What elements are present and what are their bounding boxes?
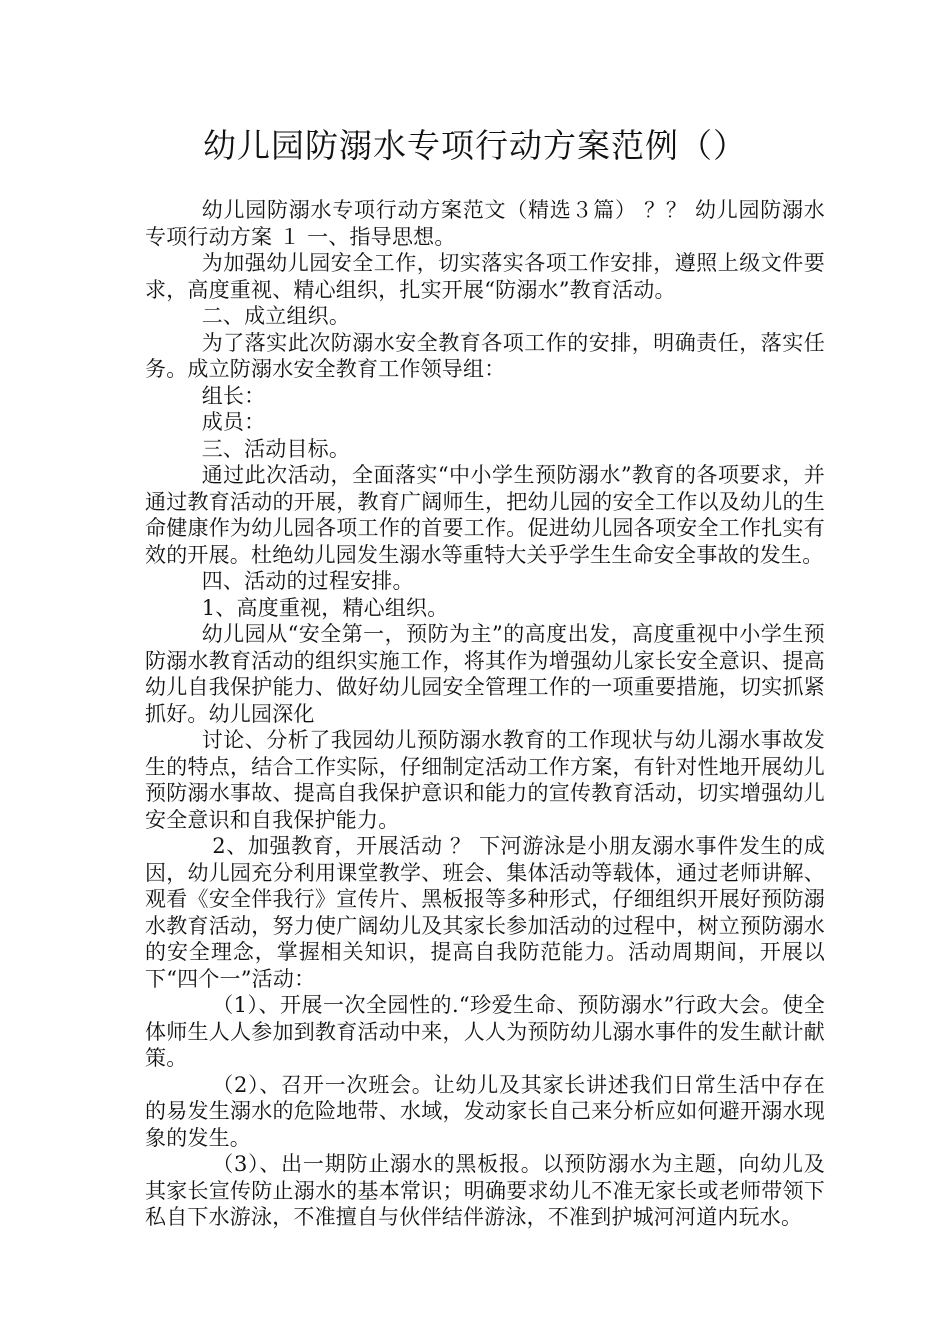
paragraph-step-2: 2、加强教育，开展活动 ？ 下河游泳是小朋友溺水事件发生的成因，幼儿园充分利用课堂教学、班会、集体活动等载体，通过老师讲解、观看《安全伴我行》宣传片、黑板报等多种形式，仔细组织开展好预防溺水教育活动，努力使广阔幼儿及其家长参加活动的过程中，树立预防溺水的安全理念，掌握相关知识，提高自我防范能力。活动周期间，开展以下“四个一”活动： xyxy=(145,834,825,991)
paragraph-members: 成员： xyxy=(201,410,266,434)
heading-process: 四、活动的过程安排。 xyxy=(201,569,414,593)
document-body xyxy=(145,197,825,1231)
document-title: 幼儿园防溺水专项行动方案范例（） xyxy=(203,126,747,165)
paragraph-intro: 幼儿园防溺水专项行动方案范文（精选３篇） ？？ 幼儿园防溺水专项行动方案 １ 一、指导思想。 xyxy=(145,198,825,249)
paragraph-step-1: 幼儿园从“安全第一，预防为主”的高度出发，高度重视中小学生预防溺水教育活动的组织实施工作，将其作为增强幼儿家长安全意识、提高幼儿自我保护能力、做好幼儿园安全管理工作的一项重要措施，切实抓紧抓好。幼儿园深化 xyxy=(145,622,825,726)
heading-step-1: 1、高度重视，精心组织。 xyxy=(201,595,449,620)
paragraph-leader: 组长： xyxy=(201,383,266,408)
paragraph-discussion: 讨论、分析了我园幼儿预防溺水教育的工作现状与幼儿溺水事故发生的特点，结合工作实际，仔细制定活动工作方案，有针对性地开展幼儿预防溺水事故、提高自我保护意识和能力的宣传教育活动，切实增强幼儿安全意识和自我保护能力。 xyxy=(145,728,825,832)
paragraph-activity-2: （2）、召开一次班会。让幼儿及其家长讲述我们日常生活中存在的易发生溺水的危险地带、水域，发动家长自己来分析应如何避开溺水现象的发生。 xyxy=(145,1072,825,1150)
paragraph-goals: 通过此次活动，全面落实“中小学生预防溺水”教育的各项要求，并通过教育活动的开展，教育广阔师生，把幼儿园的安全工作以及幼儿的生命健康作为幼儿园各项工作的首要工作。促进幼儿园各项安全工作扎实有效的开展。杜绝幼儿园发生溺水等重特大关乎学生生命安全事故的发生。 xyxy=(145,463,825,567)
paragraph-activity-3: （3）、出一期防止溺水的黑板报。以预防溺水为主题，向幼儿及其家长宣传防止溺水的基本常识；明确要求幼儿不准无家长或老师带领下私自下水游泳，不准擅自与伙伴结伴游泳，不准到护城河河道内玩水。 xyxy=(145,1152,825,1229)
heading-organization: 二、成立组织。 xyxy=(201,304,351,328)
paragraph-activity-1: （1）、开展一次全园性的.“珍爱生命、预防溺水”行政大会。使全体师生人人参加到教育活动中来，人人为预防幼儿溺水事件的发生献计献策。 xyxy=(145,993,825,1070)
paragraph-guiding-thought: 为加强幼儿园安全工作，切实落实各项工作安排，遵照上级文件要求，高度重视、精心组织，扎实开展“防溺水”教育活动。 xyxy=(145,251,825,302)
heading-goals: 三、活动目标。 xyxy=(201,436,351,461)
paragraph-organization: 为了落实此次防溺水安全教育各项工作的安排，明确责任，落实任务。成立防溺水安全教育工作领导组： xyxy=(145,330,825,381)
